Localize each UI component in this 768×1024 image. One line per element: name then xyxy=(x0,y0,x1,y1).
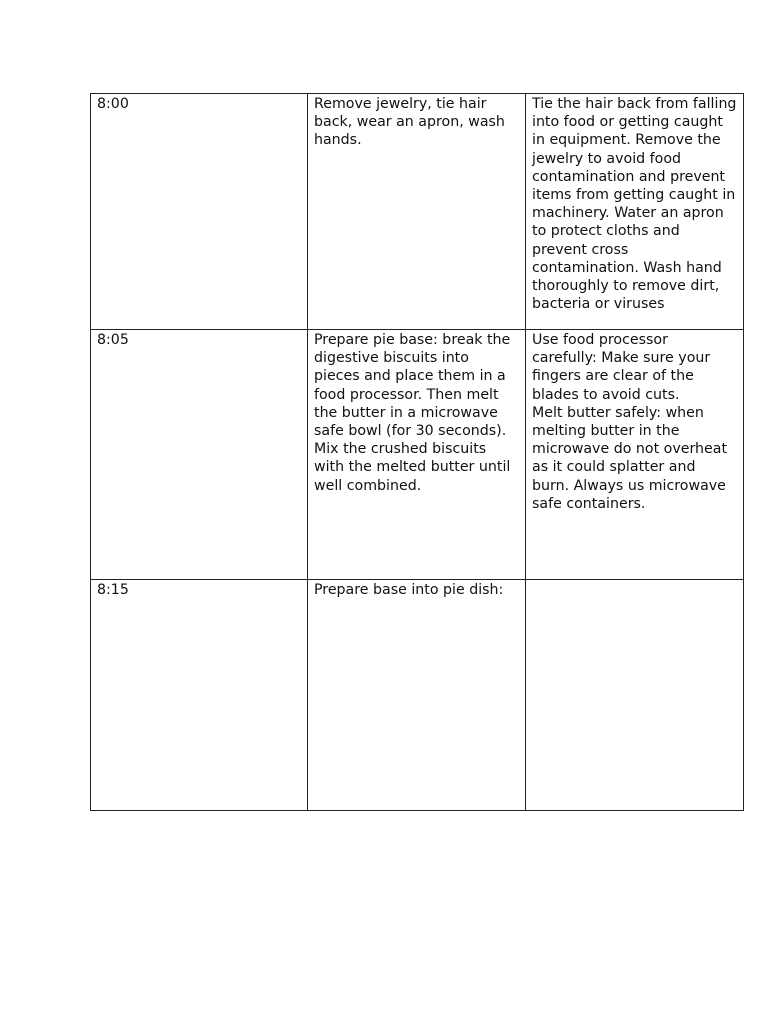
time-cell: 8:05 xyxy=(91,330,308,580)
table-row xyxy=(91,330,744,580)
table-row xyxy=(91,94,744,330)
time-cell: 8:00 xyxy=(91,94,308,330)
time-cell: 8:15 xyxy=(91,580,308,811)
recipe-schedule-table xyxy=(90,93,744,811)
table-row xyxy=(91,580,744,811)
step-cell: Prepare pie base: break the digestive biscuits into pieces and place them in a food processor. Then melt the butter in a microwave safe bowl (for 30 seconds). Mix the crushed biscuits with the melted butter until well combined. xyxy=(308,330,526,580)
safety-note-cell: Use food processor carefully: Make sure your fingers are clear of the blades to avoid cuts. Melt butter safely: when melting butter in the microwave do not overheat as it could splatter and burn. Always us microwave safe containers. xyxy=(526,330,744,580)
safety-note-cell xyxy=(526,580,744,811)
step-cell: Prepare base into pie dish: xyxy=(308,580,526,811)
step-cell: Remove jewelry, tie hair back, wear an apron, wash hands. xyxy=(308,94,526,330)
safety-note-cell: Tie the hair back from falling into food or getting caught in equipment. Remove the jewelry to avoid food contamination and prevent items from getting caught in machinery. Water an apron to protect cloths and prevent cross contamination. Wash hand thoroughly to remove dirt, bacteria or viruses xyxy=(526,94,744,330)
